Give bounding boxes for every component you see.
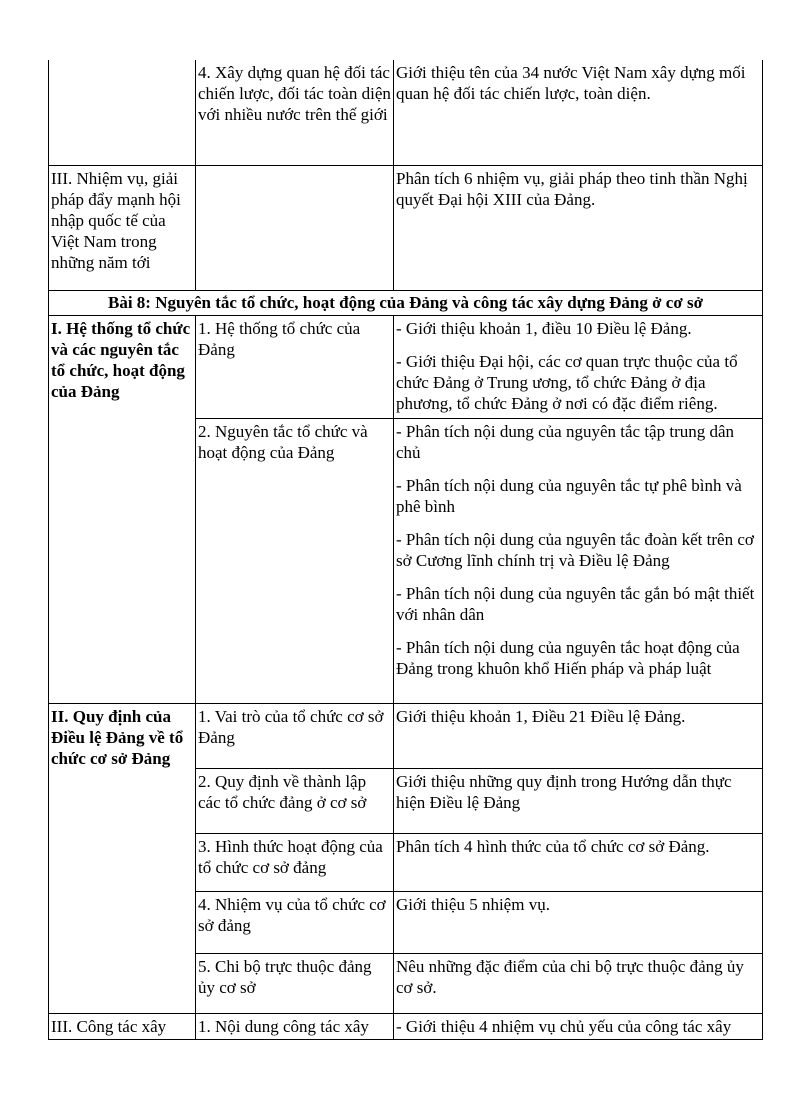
detail-item: Nêu những đặc điểm của chi bộ trực thuộc đảng ủy cơ sở.	[396, 956, 744, 997]
detail-cell	[394, 768, 763, 833]
subtopic-cell	[196, 953, 394, 1013]
detail-cell	[394, 315, 763, 418]
subtopic-text: 5. Chi bộ trực thuộc đảng ủy cơ sở	[198, 956, 372, 997]
section3-title: III. Công tác xây	[51, 1016, 167, 1036]
subtopic-cell	[196, 768, 394, 833]
subtopic-text: 2. Nguyên tắc tổ chức và hoạt động của Đảng	[198, 421, 368, 462]
detail-item: - Phân tích nội dung của nguyên tắc hoạt động của Đảng trong khuôn khổ Hiến pháp và pháp luật	[396, 637, 740, 678]
lesson-plan-table	[48, 60, 763, 1040]
topic-cell	[49, 165, 196, 290]
detail-cell	[394, 891, 763, 953]
detail-item: - Giới thiệu Đại hội, các cơ quan trực thuộc của tổ chức Đảng ở Trung ương, tổ chức Đảng ở địa phương, tổ chức Đảng ở nơi có đặc điểm riêng.	[396, 351, 738, 413]
detail-cell	[394, 418, 763, 703]
detail-item: Giới thiệu 5 nhiệm vụ.	[396, 894, 550, 914]
table-row-integration-tasks	[49, 165, 763, 290]
subtopic-text: 1. Nội dung công tác xây	[198, 1016, 369, 1036]
subtopic-cell	[196, 60, 394, 165]
table-row-partnership	[49, 60, 763, 165]
subtopic-cell	[196, 703, 394, 768]
section2-title: II. Quy định của Điều lệ Đảng về tổ chức cơ sở Đảng	[51, 706, 184, 768]
topic-cell-empty	[49, 60, 196, 165]
subtopic-cell	[196, 891, 394, 953]
subtopic-text: 2. Quy định về thành lập các tổ chức đảng ở cơ sở	[198, 771, 367, 812]
detail-cell	[394, 60, 763, 165]
subtopic-text: 3. Hình thức hoạt động của tổ chức cơ sở đảng	[198, 836, 383, 877]
topic-text: III. Nhiệm vụ, giải pháp đẩy mạnh hội nhập quốc tế của Việt Nam trong những năm tới	[51, 168, 181, 272]
detail-item: - Giới thiệu khoản 1, điều 10 Điều lệ Đảng.	[396, 318, 692, 338]
topic-cell-section2	[49, 703, 196, 1013]
subtopic-text: 4. Xây dựng quan hệ đối tác chiến lược, đối tác toàn diện với nhiều nước trên thế giới	[198, 63, 391, 124]
lesson-8-header-row	[49, 290, 763, 315]
table-row-section2-sub1	[49, 703, 763, 768]
detail-cell	[394, 953, 763, 1013]
subtopic-cell	[196, 418, 394, 703]
detail-item: Giới thiệu khoản 1, Điều 21 Điều lệ Đảng.	[396, 706, 686, 726]
topic-cell-section1	[49, 315, 196, 703]
subtopic-cell	[196, 315, 394, 418]
topic-cell-section3	[49, 1013, 196, 1039]
detail-text: Phân tích 6 nhiệm vụ, giải pháp theo tinh thần Nghị quyết Đại hội XIII của Đảng.	[396, 168, 748, 209]
table-row-section3-sub1	[49, 1013, 763, 1039]
section1-title: I. Hệ thống tổ chức và các nguyên tắc tổ chức, hoạt động của Đảng	[51, 318, 191, 401]
subtopic-text: 1. Vai trò của tổ chức cơ sở Đảng	[198, 706, 384, 747]
detail-cell	[394, 165, 763, 290]
detail-cell	[394, 703, 763, 768]
detail-item: Phân tích 4 hình thức của tổ chức cơ sở Đảng.	[396, 836, 710, 856]
detail-item: - Phân tích nội dung của nguyên tắc gắn bó mật thiết với nhân dân	[396, 583, 755, 624]
detail-item: - Phân tích nội dung của nguyên tắc đoàn kết trên cơ sở Cương lĩnh chính trị và Điều lệ Đảng	[396, 529, 754, 570]
detail-item: - Phân tích nội dung của nguyên tắc tự phê bình và phê bình	[396, 475, 742, 516]
detail-text: Giới thiệu tên của 34 nước Việt Nam xây dựng mối quan hệ đối tác chiến lược, toàn diện.	[396, 63, 746, 103]
subtopic-cell	[196, 1013, 394, 1039]
table-row-section1-sub1	[49, 315, 763, 418]
detail-item: - Giới thiệu 4 nhiệm vụ chủ yếu của công tác xây	[396, 1016, 732, 1036]
detail-item: - Phân tích nội dung của nguyên tắc tập trung dân chủ	[396, 421, 735, 462]
subtopic-text: 4. Nhiệm vụ của tổ chức cơ sở đảng	[198, 894, 386, 935]
lesson-8-title: Bài 8: Nguyên tắc tổ chức, hoạt động của Đảng và công tác xây dựng Đảng ở cơ sở	[49, 290, 763, 315]
detail-cell	[394, 1013, 763, 1039]
subtopic-text: 1. Hệ thống tổ chức của Đảng	[198, 318, 361, 359]
detail-item: Giới thiệu những quy định trong Hướng dẫn thực hiện Điều lệ Đảng	[396, 771, 732, 812]
detail-cell	[394, 833, 763, 891]
subtopic-cell	[196, 833, 394, 891]
subtopic-cell-empty	[196, 165, 394, 290]
